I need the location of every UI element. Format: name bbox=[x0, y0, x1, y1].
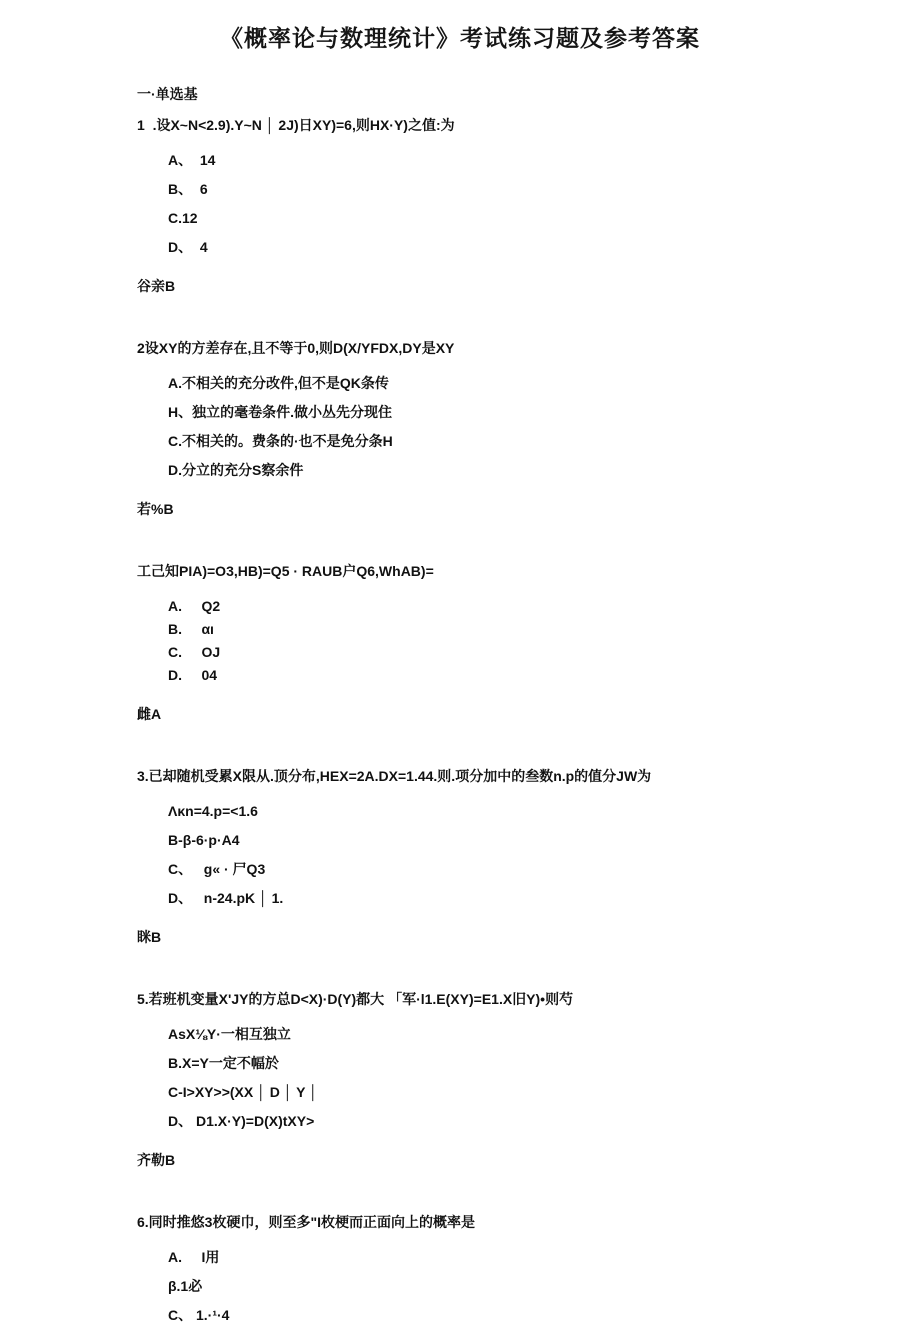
question-3-option-c: C. OJ bbox=[168, 644, 221, 660]
question-4-stem: 3.已却随机受累X限从.顶分布,HEX=2A.DX=1.44.则.项分加中的叁数n.p的值分JW为 bbox=[137, 768, 652, 784]
question-4-option-c: C、 g« · 尸Q3 bbox=[168, 861, 266, 877]
question-5-option-a: AsX⅛Y·一相互独立 bbox=[168, 1026, 291, 1042]
question-5-answer: 齐勒B bbox=[137, 1152, 176, 1168]
question-block-4 bbox=[137, 768, 830, 946]
question-3-option-d: D. 04 bbox=[168, 667, 218, 683]
question-2-answer: 若%B bbox=[137, 501, 174, 517]
question-2-stem: 2设XY的方差存在,且不等于0,则D(X/YFDX,DY是XY bbox=[137, 340, 455, 356]
question-6-option-b: β.1必 bbox=[168, 1278, 203, 1294]
question-4-answer: 眯B bbox=[137, 929, 162, 945]
question-6-stem: 6.同时推悠3枚硬巾，则至多"I枚梗而正面向上的概率是 bbox=[137, 1214, 475, 1230]
question-2-option-b: H、独立的毫卷条件.做小丛先分现住 bbox=[168, 404, 392, 420]
question-6-option-a: A. I用 bbox=[168, 1249, 220, 1265]
question-1-answer: 谷亲B bbox=[137, 278, 176, 294]
question-4-option-d: D、 n-24.pK │ 1. bbox=[168, 890, 284, 906]
question-5-option-b: B.X=Y一定不幅於 bbox=[168, 1055, 279, 1071]
question-1-option-a: A、 14 bbox=[168, 152, 216, 168]
question-1-option-c: C.12 bbox=[168, 210, 198, 226]
question-2-option-a: A.不相关的充分改件,但不是QK条传 bbox=[168, 375, 389, 391]
question-5-option-c: C-I>XY>>(XX │ D │ Y │ bbox=[168, 1084, 318, 1100]
document-title: 《概率论与数理统计》考试练习题及参考答案 bbox=[220, 26, 700, 51]
question-1-option-d: D、 4 bbox=[168, 239, 208, 255]
section-heading: 一·单选基 bbox=[137, 86, 198, 102]
question-block-2 bbox=[137, 340, 830, 518]
question-4-option-b: B-β-6·p·A4 bbox=[168, 832, 240, 848]
question-1-stem: 1 .设X~N<2.9).Y~N │ 2J)日XY)=6,则HX·Y)之值:为 bbox=[137, 117, 455, 133]
question-block-3 bbox=[137, 563, 830, 723]
question-2-option-c: C.不相关的。费条的·也不是免分条H bbox=[168, 433, 393, 449]
question-3-option-a: A. Q2 bbox=[168, 598, 221, 614]
question-block-5 bbox=[137, 991, 830, 1169]
question-3-stem: 工己知PIA)=O3,HB)=Q5 · RAUB户Q6,WhAB)= bbox=[137, 563, 434, 579]
document-content bbox=[0, 86, 920, 1324]
question-2-option-d: D.分立的充分S察余件 bbox=[168, 462, 304, 478]
question-3-option-b: B. αı bbox=[168, 621, 214, 637]
question-block-1 bbox=[137, 117, 830, 295]
question-6-option-c: C、 1.·¹·4 bbox=[168, 1307, 230, 1323]
question-block-6 bbox=[137, 1214, 830, 1324]
question-4-option-a: Λκn=4.p=<1.6 bbox=[168, 803, 258, 819]
question-5-stem: 5.若班机变量X'JY的方总D<X)·D(Y)都大 「军·l1.E(XY)=E1.X旧Y)•则芍 bbox=[137, 991, 574, 1007]
question-3-answer: 雌A bbox=[137, 706, 162, 722]
question-1-option-b: B、 6 bbox=[168, 181, 208, 197]
question-5-option-d: D、 D1.X·Y)=D(X)tXY> bbox=[168, 1113, 315, 1129]
